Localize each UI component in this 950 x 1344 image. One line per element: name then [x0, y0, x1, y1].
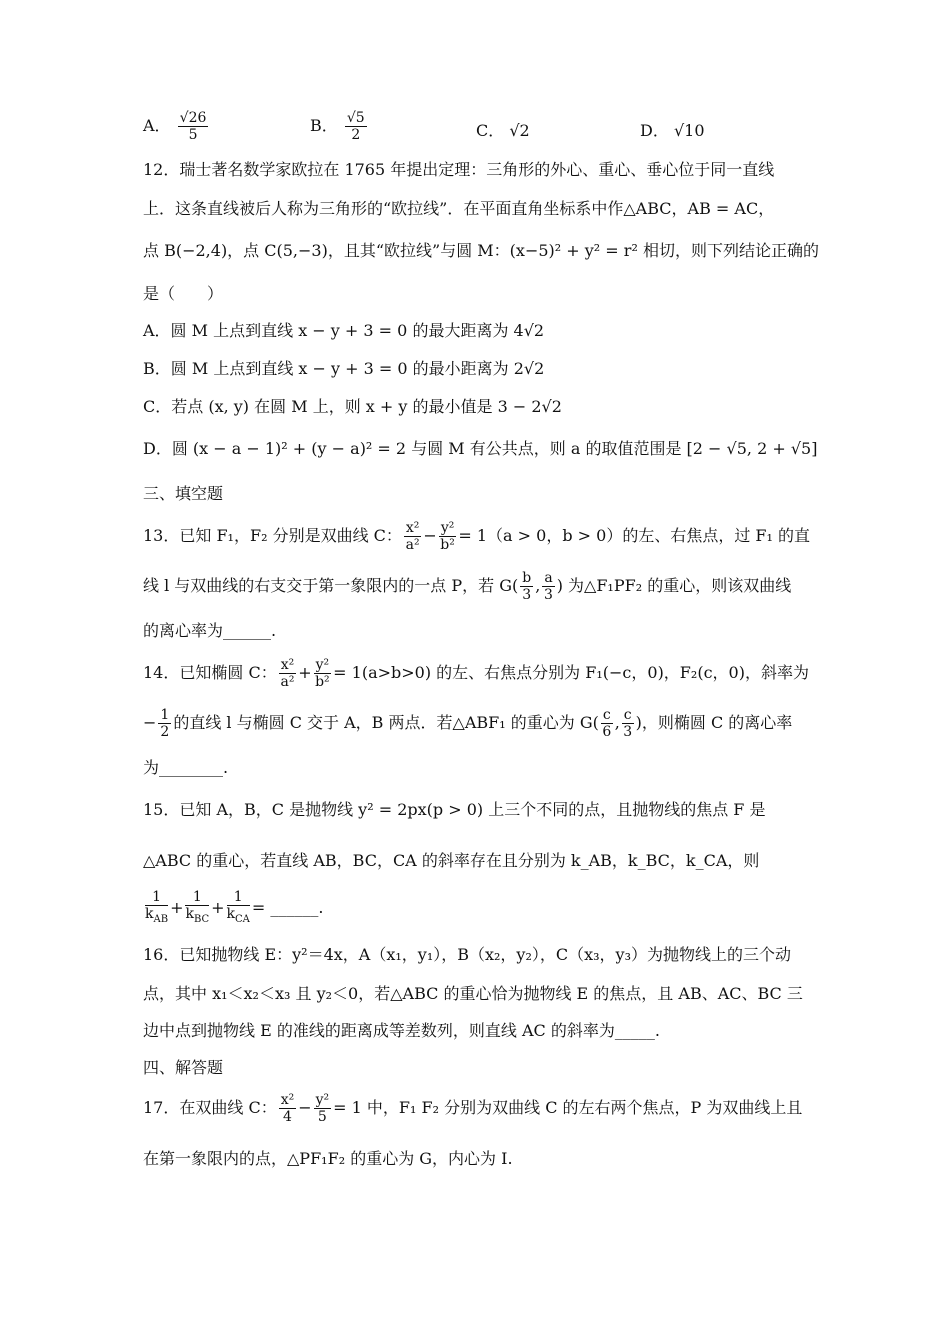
numerator: x² [405, 520, 420, 536]
text: )，则椭圆 C 的离心率 [635, 713, 793, 732]
numerator: c [602, 707, 611, 723]
denominator: $k_{AB}$ [145, 906, 169, 925]
fraction [622, 707, 634, 740]
q12-option-b: B．圆 M 上点到直线 x − y + 3 = 0 的最小距离为 2√2 [143, 359, 545, 378]
denominator: 5 [188, 127, 198, 143]
fraction [145, 889, 168, 928]
option-value: √10 [673, 121, 705, 140]
numerator: 1 [145, 889, 168, 906]
text: = ______. [251, 898, 324, 917]
q17-line-2: 在第一象限内的点，△PF₁F₂ 的重心为 G，内心为 I. [143, 1149, 513, 1168]
operator: − [143, 713, 157, 732]
text: = 1（a > 0，b > 0）的左、右焦点，过 F₁ 的直 [458, 526, 811, 545]
fraction [279, 1092, 297, 1125]
numerator: a [544, 570, 553, 586]
operator: − [423, 526, 437, 545]
q12-line-2: 上．这条直线被后人称为三角形的“欧拉线”．在平面直角坐标系中作△ABC，AB = AC， [143, 199, 775, 218]
operator: + [298, 663, 312, 682]
denominator: 3 [544, 587, 553, 603]
numerator: c [623, 707, 632, 723]
option-label: A． [143, 116, 171, 135]
q11-option-d [640, 118, 705, 141]
denominator: a² [405, 537, 420, 553]
q14-line-3: 为________. [143, 758, 229, 777]
numerator: √5 [346, 110, 365, 126]
q15-line-3: $\frac{1}{k_{AB}}$ + $\frac{1}{k_{BC}}$ + $\frac{1}{k_{CA}}$ = ______. [143, 886, 323, 930]
denominator: 2 [160, 724, 170, 740]
q11-option-b [310, 110, 369, 143]
fraction [178, 110, 209, 143]
q12-line-3: 点 B(−2,4)，点 C(5,−3)，且其“欧拉线”与圆 M：(x−5)² + y² = r² 相切，则下列结论正确的 [143, 241, 819, 260]
option-label: B． [310, 116, 338, 135]
fraction [542, 570, 554, 603]
q16-line-3: 边中点到抛物线 E 的准线的距离成等差数列，则直线 AC 的斜率为_____. [143, 1021, 660, 1040]
q13-line-3: 的离心率为______. [143, 621, 277, 640]
denominator: 3 [623, 724, 633, 740]
fraction [158, 707, 171, 740]
q12-line-1: 12．瑞士著名数学家欧拉在 1765 年提出定理：三角形的外心、重心、垂心位于同一直线 [143, 160, 775, 179]
q12-line-4: 是（ ） [143, 284, 224, 303]
denominator: $k_{CA}$ [226, 906, 250, 925]
numerator: x² [280, 1092, 295, 1108]
text: 14．已知椭圆 C： [143, 663, 277, 682]
numerator: 1 [227, 889, 250, 906]
numerator: 1 [185, 889, 209, 906]
denominator: 6 [602, 724, 612, 740]
q13-line-1 [143, 518, 810, 554]
denominator: $k_{BC}$ [185, 906, 210, 925]
q12-option-d: D．圆 (x − a − 1)² + (y − a)² = 2 与圆 M 有公共点，则 a 的取值范围是 [2 − √5, 2 + √5] [143, 439, 818, 458]
numerator: y² [315, 657, 330, 673]
q12-option-c: C．若点 (x, y) 在圆 M 上，则 x + y 的最小值是 3 − 2√2 [143, 397, 562, 416]
denominator: b² [440, 537, 455, 553]
numerator: 1 [160, 707, 170, 723]
text: = 1 中，F₁ F₂ 分别为双曲线 C 的左右两个焦点，P 为双曲线上且 [333, 1098, 803, 1117]
fraction [314, 1092, 332, 1125]
fraction [227, 889, 250, 928]
numerator: √26 [179, 110, 207, 126]
denominator: 3 [522, 587, 532, 603]
q13-line-2: 线 l 与双曲线的右支交于第一象限内的一点 P，若 G( $\frac{b}{3}$ , $\frac{a}{3}$ ) 为△F₁PF₂ 的重心，则该双曲线 [143, 570, 792, 603]
q15-line-2: △ABC 的重心，若直线 AB，BC，CA 的斜率存在且分别为 k_AB，k_BC，k_CA，则 [143, 851, 760, 870]
q16-line-1: 16．已知抛物线 E：y²＝4x，A（x₁，y₁），B（x₂，y₂），C（x₃，y₃）为抛物线上的三个动 [143, 945, 792, 964]
fraction [314, 657, 332, 690]
operator: − [298, 1098, 312, 1117]
fraction [345, 110, 367, 143]
section-heading-fill-in: 三、填空题 [143, 484, 224, 503]
numerator: y² [440, 520, 455, 536]
q12-option-a: A．圆 M 上点到直线 x − y + 3 = 0 的最大距离为 4√2 [143, 321, 545, 340]
option-value: √2 [509, 121, 530, 140]
fraction [185, 889, 209, 928]
section-heading-answer: 四、解答题 [143, 1058, 224, 1077]
denominator: 5 [317, 1109, 327, 1125]
option-label: C． [476, 121, 505, 140]
q11-option-c [476, 118, 530, 141]
denominator: b² [315, 674, 330, 690]
text: 的直线 l 与椭圆 C 交于 A，B 两点．若△ABF₁ 的重心为 G( [173, 713, 599, 732]
denominator: a² [280, 674, 295, 690]
fraction [279, 657, 297, 690]
q14-line-1 [143, 655, 809, 691]
text: ) 为△F₁PF₂ 的重心，则该双曲线 [556, 576, 792, 595]
q14-line-2: − $\frac{1}{2}$ 的直线 l 与椭圆 C 交于 A，B 两点．若△ABF₁ 的重心为 G( $\frac{c}{6}$ , $\frac{c}{3}$ )，则椭圆 C 的离心率 [143, 707, 793, 740]
fraction [520, 570, 533, 603]
option-label: D． [640, 121, 669, 140]
denominator: 2 [351, 127, 361, 143]
text: 13．已知 F₁，F₂ 分别是双曲线 C： [143, 526, 402, 545]
text: = 1(a>b>0) 的左、右焦点分别为 F₁(−c，0)，F₂(c，0)，斜率为 [333, 663, 809, 682]
numerator: x² [280, 657, 295, 673]
fraction [601, 707, 613, 740]
denominator: 4 [283, 1109, 292, 1125]
text: 17．在双曲线 C： [143, 1098, 277, 1117]
q16-line-2: 点，其中 x₁＜x₂＜x₃ 且 y₂＜0，若△ABC 的重心恰为抛物线 E 的焦点，且 AB、AC、BC 三 [143, 984, 803, 1003]
numerator: y² [315, 1092, 330, 1108]
q11-option-a [143, 110, 210, 143]
fraction [439, 520, 457, 553]
numerator: b [522, 570, 532, 586]
fraction [404, 520, 422, 553]
q15-line-1: 15．已知 A，B，C 是抛物线 y² = 2px(p > 0) 上三个不同的点，且抛物线的焦点 F 是 [143, 800, 766, 819]
text: 线 l 与双曲线的右支交于第一象限内的一点 P，若 G( [143, 576, 519, 595]
q17-line-1 [143, 1090, 802, 1126]
